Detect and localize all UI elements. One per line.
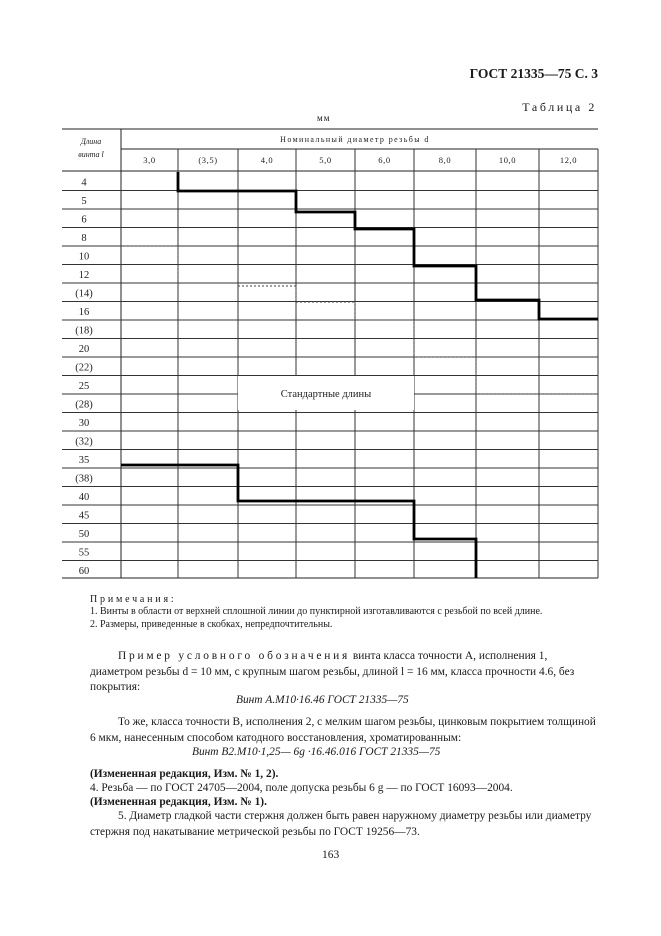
length-label: 4 bbox=[81, 177, 87, 189]
example-continuation: диаметром резьбы d = 10 мм, с крупным шагом резьбы, длиной l = 16 мм, класса прочности 4.6, без покрытия: bbox=[90, 665, 575, 693]
diameter-header: 6,0 bbox=[378, 155, 391, 165]
diameter-header: 3,0 bbox=[143, 155, 156, 165]
upper-solid-boundary bbox=[178, 172, 598, 319]
diameter-header: 5,0 bbox=[319, 155, 332, 165]
notes-title: Примечания: bbox=[90, 594, 177, 605]
diameter-header: 10,0 bbox=[498, 155, 517, 165]
note-item-1: 1. Винты в области от верхней сплошной линии до пунктирной изготавливаются с резьбой по всей длине. bbox=[90, 606, 543, 617]
example-rest: винта класса точности А, исполнения 1, bbox=[350, 650, 548, 662]
length-label: 50 bbox=[78, 529, 90, 540]
column-group-header: Номинальный диаметр резьбы d bbox=[280, 135, 430, 144]
page-header: ГОСТ 21335—75 С. 3 bbox=[469, 66, 598, 81]
row-header-line2: винта l bbox=[78, 150, 104, 159]
item-4: 4. Резьба — по ГОСТ 24705—2004, поле допуска резьбы 6 g — по ГОСТ 16093—2004. bbox=[90, 782, 513, 794]
length-label: (14) bbox=[75, 288, 93, 300]
diameter-header: 12,0 bbox=[559, 155, 578, 165]
diameter-header: 4,0 bbox=[260, 155, 274, 165]
standard-lengths-label: Стандартные длины bbox=[280, 389, 372, 400]
page-number: 163 bbox=[322, 849, 340, 861]
edition-note-1: (Измененная редакция, Изм. № 1, 2). bbox=[90, 768, 279, 780]
length-label: 60 bbox=[78, 566, 90, 577]
lower-solid-boundary bbox=[121, 465, 476, 578]
edition-note-2: (Измененная редакция, Изм. № 1). bbox=[90, 796, 267, 808]
table-label: Таблица 2 bbox=[522, 100, 597, 114]
example-lead: Пример условного обозначения bbox=[118, 650, 351, 662]
length-label: 5 bbox=[81, 196, 87, 207]
length-label: 12 bbox=[78, 270, 90, 281]
length-label: 55 bbox=[78, 547, 90, 559]
length-label: 40 bbox=[78, 492, 90, 503]
length-label: 45 bbox=[78, 510, 90, 522]
length-label: (22) bbox=[75, 362, 93, 374]
note-item-2: 2. Размеры, приведенные в скобках, непредпочтительны. bbox=[90, 619, 333, 630]
length-label: 25 bbox=[78, 381, 90, 392]
length-label: 20 bbox=[78, 344, 90, 355]
designation-example-2: Винт В2.М10·1,25— 6g ·16.46.016 ГОСТ 21335—75 bbox=[192, 746, 441, 758]
item-5: 5. Диаметр гладкой части стержня должен быть равен наружному диаметру резьбы или диаметру стержня под накатывание метрической резьбы по ГОСТ 19256—73. bbox=[90, 810, 592, 838]
length-label: 10 bbox=[78, 251, 90, 263]
designation-example-1: Винт А.М10·16.46 ГОСТ 21335—75 bbox=[236, 694, 409, 706]
example-paragraph bbox=[90, 649, 600, 696]
length-label: 6 bbox=[81, 214, 87, 226]
length-label: 8 bbox=[81, 233, 87, 244]
length-label: 30 bbox=[78, 418, 90, 429]
length-label: 35 bbox=[78, 455, 90, 466]
length-label: (18) bbox=[75, 325, 93, 337]
table-units: мм bbox=[317, 113, 331, 123]
length-label: (32) bbox=[75, 436, 93, 448]
length-label: 16 bbox=[78, 307, 90, 318]
paragraph-class-b: То же, класса точности В, исполнения 2, с мелким шагом резьбы, цинковым покрытием толщиной 6 мкм, нанесенным способом катодного восстановления, хроматированным: bbox=[90, 716, 596, 744]
diameter-header: (3,5) bbox=[198, 155, 218, 165]
diameter-header: 8,0 bbox=[438, 155, 452, 165]
row-header-line1: Длина bbox=[80, 137, 102, 146]
length-label: (28) bbox=[75, 399, 93, 411]
length-label: (38) bbox=[75, 473, 93, 485]
